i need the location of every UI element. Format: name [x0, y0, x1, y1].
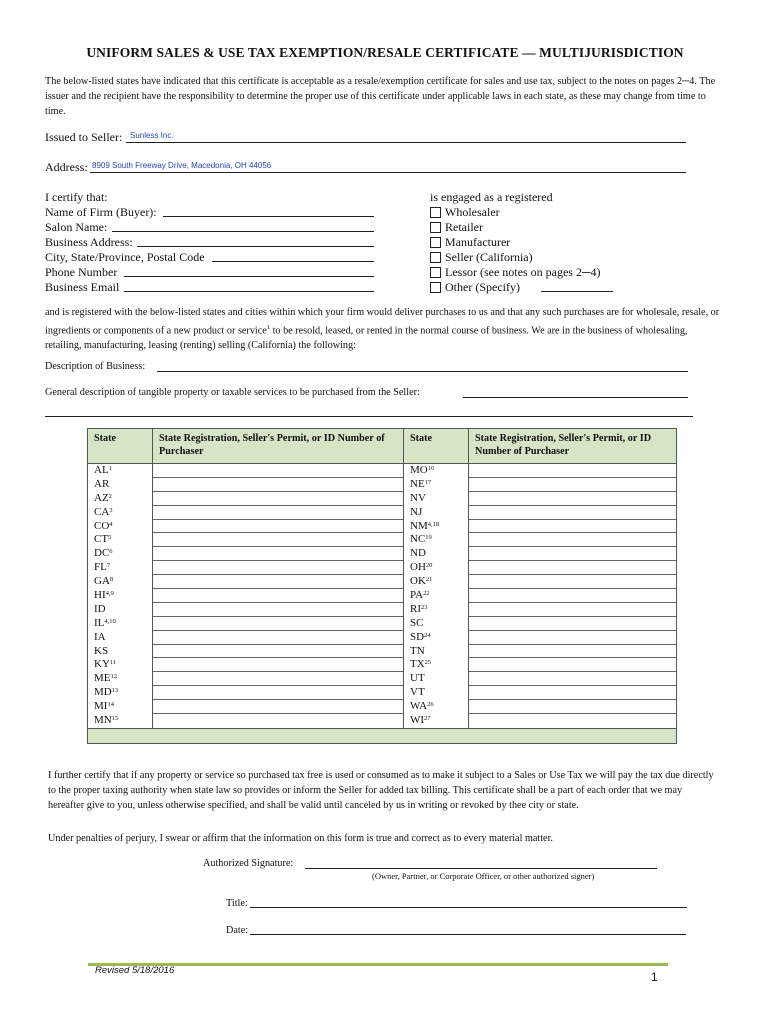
states-table [87, 428, 677, 744]
other-checkbox[interactable] [430, 282, 441, 293]
state-code: ME [94, 672, 111, 685]
state-footnote: 16 [427, 465, 435, 472]
state-footnote: 25 [424, 659, 432, 667]
retailer-label: Retailer [445, 220, 483, 234]
state-mn [88, 714, 152, 728]
registration-cell-tx[interactable] [469, 658, 676, 672]
other-specify-field[interactable] [541, 291, 613, 292]
lessor-checkbox[interactable] [430, 267, 441, 278]
title-field[interactable] [250, 907, 687, 908]
state-tn [404, 645, 468, 659]
state-ar [88, 478, 152, 492]
state-footnote: 3 [109, 506, 113, 514]
state-tx [404, 658, 468, 672]
registration-column-header-2: State Registration, Seller's Permit, or ID Number of Purchaser [469, 429, 677, 464]
state-footnote: 4,18 [427, 520, 440, 528]
other-label: Other (Specify) [445, 280, 520, 294]
registration-cell-sc[interactable] [469, 617, 676, 631]
registration-cell-az[interactable] [153, 492, 403, 506]
state-dc [88, 547, 152, 561]
state-footnote: 26 [427, 701, 434, 709]
state-code: AR [94, 477, 110, 490]
state-footnote: 4,10 [104, 617, 116, 625]
state-wi [404, 714, 468, 728]
state-oh [404, 561, 468, 575]
registration-cell-ga[interactable] [153, 575, 403, 589]
intro-paragraph: The below-listed states have indicated that this certificate is acceptable as a resale/exemption certificate for sales and use tax, subject to the notes on pages 2─4. The issuer and the recipient have the responsibility to determine the proper use of this certificate under applicable laws in each state, as these may change from time to time. [45, 76, 716, 117]
state-footnote: 4 [109, 520, 113, 528]
retailer-checkbox[interactable] [430, 222, 441, 233]
registration-cell-sd[interactable] [469, 631, 676, 645]
state-code: ND [410, 547, 426, 560]
manufacturer-label: Manufacturer [445, 235, 511, 249]
email-field[interactable] [124, 291, 374, 292]
registration-cell-tn[interactable] [469, 645, 676, 659]
state-code: MN [94, 714, 112, 727]
state-footnote: 7 [106, 562, 111, 570]
seller-label: Issued to Seller: [45, 130, 123, 144]
state-al [88, 464, 152, 478]
right-state-list [404, 464, 469, 729]
wholesaler-checkbox[interactable] [430, 207, 441, 218]
state-nj [404, 506, 468, 520]
state-code: AL [94, 464, 109, 476]
state-footnote: 24 [424, 631, 431, 639]
state-co [88, 520, 152, 534]
registration-cell-oh[interactable] [469, 561, 676, 575]
buyer-name-label: Name of Firm (Buyer): [45, 205, 157, 219]
general-description-field[interactable] [463, 397, 688, 398]
state-code: GA [94, 575, 110, 588]
description-field[interactable] [157, 371, 688, 372]
left-registration-cells[interactable] [153, 464, 404, 729]
registration-cell-ar[interactable] [153, 478, 403, 492]
registration-cell-vt[interactable] [469, 686, 676, 700]
address-field[interactable]: 8909 South Freeway Drive, Macedonia, OH 44056 [92, 161, 272, 170]
state-column-header: State [88, 429, 153, 464]
registration-cell-ct[interactable] [153, 533, 403, 547]
state-column-header-2: State [404, 429, 469, 464]
state-footnote: 17 [424, 478, 432, 486]
state-code: WA [410, 700, 428, 713]
registration-column-header: State Registration, Seller's Permit, or ID Number of Purchaser [153, 429, 404, 464]
state-footnote: 13 [111, 687, 119, 695]
registration-cell-nc[interactable] [469, 533, 676, 547]
state-code: DC [94, 547, 110, 560]
registration-cell-nm[interactable] [469, 520, 676, 534]
certify-block [45, 190, 205, 295]
general-description-label: General description of tangible property or taxable services to be purchased from the Seller: [45, 387, 420, 398]
state-code: NV [410, 491, 426, 504]
state-wa [404, 700, 468, 714]
business-address-label: Business Address: [45, 235, 133, 249]
state-code: FL [94, 561, 107, 574]
state-code: OH [410, 561, 426, 574]
signature-note: (Owner, Partner, or Corporate Officer, or other authorized signer) [372, 871, 595, 881]
registration-cell-mi[interactable] [153, 700, 403, 714]
state-pa [404, 589, 468, 603]
state-code: NE [410, 477, 425, 490]
registration-cell-ks[interactable] [153, 645, 403, 659]
salon-name-label: Salon Name: [45, 220, 108, 234]
state-nc [404, 533, 468, 547]
state-hi [88, 589, 152, 603]
state-ut [404, 672, 468, 686]
registration-heading: is engaged as a registered [430, 190, 553, 204]
registration-cell-ky[interactable] [153, 658, 403, 672]
state-footnote: 6 [109, 548, 113, 556]
seller-california-label: Seller (California) [445, 250, 533, 264]
city-state-label: City, State/Province, Postal Code [45, 250, 205, 264]
state-footnote: 8 [109, 576, 114, 584]
registration-cell-ut[interactable] [469, 672, 676, 686]
state-fl [88, 561, 152, 575]
registration-cell-al[interactable] [153, 464, 403, 478]
state-il [88, 617, 152, 631]
right-registration-cells[interactable] [469, 464, 677, 729]
registration-cell-hi[interactable] [153, 589, 403, 603]
state-ia [88, 631, 152, 645]
page-number: 1 [651, 970, 658, 984]
state-az [88, 492, 152, 506]
state-nm [404, 520, 468, 534]
registration-cell-dc[interactable] [153, 547, 403, 561]
general-description-field-2[interactable] [45, 416, 693, 417]
state-footnote: 19 [425, 534, 432, 542]
left-state-list [88, 464, 153, 729]
date-field[interactable] [250, 934, 686, 935]
state-code: HI [94, 589, 106, 602]
state-code: NC [410, 533, 426, 546]
state-ky [88, 658, 152, 672]
phone-field[interactable] [124, 276, 374, 277]
city-state-field[interactable] [212, 261, 374, 262]
state-code: SC [410, 616, 424, 629]
state-sc [404, 617, 468, 631]
state-footnote: 23 [421, 603, 428, 611]
state-footnote: 21 [425, 576, 433, 584]
address-label: Address: [45, 160, 88, 174]
state-code: MD [94, 686, 112, 699]
footnote-marker: 1 [266, 324, 271, 331]
registration-cell-md[interactable] [153, 686, 403, 700]
state-ok [404, 575, 468, 589]
registration-cell-co[interactable] [153, 520, 403, 534]
registration-cell-ri[interactable] [469, 603, 676, 617]
state-code: VT [410, 686, 425, 699]
certification-paragraph: I further certify that if any property or service so purchased tax free is used or consumed as to make it subject to a Sales or Use Tax we will pay the tax due directly to the proper taxing authority when state law so provides or inform the Seller for added tax billing. This certificate shall be a part of each order that we may hereafter give to you, unless otherwise specified, and shall be valid until canceled by us in writing or revoked by thee city or state. [48, 770, 714, 811]
registration-cell-id[interactable] [153, 603, 403, 617]
state-me [88, 672, 152, 686]
address-line [90, 172, 686, 173]
seller-line [126, 142, 686, 143]
state-code: OK [410, 575, 426, 588]
page-title: UNIFORM SALES & USE TAX EXEMPTION/RESALE CERTIFICATE — MULTIJURISDICTION [86, 45, 684, 60]
manufacturer-checkbox[interactable] [430, 237, 441, 248]
state-code: NJ [410, 505, 423, 518]
state-footnote: 27 [424, 715, 431, 723]
state-footnote: 1 [108, 465, 112, 472]
state-ks [88, 645, 152, 659]
state-footnote: 11 [109, 659, 117, 667]
date-label: Date: [226, 925, 249, 936]
registration-cell-ca[interactable] [153, 506, 403, 520]
state-code: AZ [94, 491, 109, 504]
registration-cell-nd[interactable] [469, 547, 676, 561]
registration-cell-ne[interactable] [469, 478, 676, 492]
state-code: KY [94, 658, 110, 671]
seller-field[interactable]: Sunless Inc. [130, 131, 174, 140]
registration-cell-wa[interactable] [469, 700, 676, 714]
email-label: Business Email [45, 280, 120, 294]
state-mo [404, 464, 468, 478]
state-code: CT [94, 533, 109, 546]
state-code: CO [94, 519, 110, 532]
registration-cell-nj[interactable] [469, 506, 676, 520]
state-code: TX [410, 658, 425, 671]
registration-type-block [430, 190, 600, 295]
state-code: TN [410, 644, 425, 657]
registration-cell-mn[interactable] [153, 714, 403, 728]
state-nd [404, 547, 468, 561]
buyer-name-field[interactable] [163, 216, 374, 217]
state-footnote: 5 [108, 534, 112, 542]
state-ct [88, 533, 152, 547]
signature-label: Authorized Signature: [203, 858, 294, 869]
registration-cell-ok[interactable] [469, 575, 676, 589]
registration-cell-me[interactable] [153, 672, 403, 686]
state-sd [404, 631, 468, 645]
certify-heading: I certify that: [45, 190, 108, 204]
state-footnote: 20 [425, 562, 433, 570]
registration-cell-fl[interactable] [153, 561, 403, 575]
description-label: Description of Business: [45, 361, 146, 372]
state-code: UT [410, 672, 425, 685]
state-code: RI [410, 602, 421, 615]
state-code: IL [94, 616, 105, 629]
state-code: NM [410, 519, 428, 532]
state-footnote: 12 [110, 673, 117, 681]
state-footnote: 22 [423, 590, 430, 598]
state-code: KS [94, 644, 109, 657]
registration-cell-pa[interactable] [469, 589, 676, 603]
state-code: WI [410, 714, 425, 727]
seller-california-checkbox[interactable] [430, 252, 441, 263]
state-footnote: 14 [107, 701, 114, 709]
registration-cell-il[interactable] [153, 617, 403, 631]
state-code: CA [94, 505, 110, 518]
state-ca [88, 506, 152, 520]
state-code: MI [94, 700, 108, 713]
state-code: ID [94, 602, 106, 615]
state-ne [404, 478, 468, 492]
registration-cell-nv[interactable] [469, 492, 676, 506]
registration-cell-ia[interactable] [153, 631, 403, 645]
table-footer-bar [88, 728, 677, 743]
state-ga [88, 575, 152, 589]
registration-cell-wi[interactable] [469, 714, 676, 728]
signature-field[interactable] [305, 868, 657, 869]
registration-paragraph: and is registered with the below-listed states and cities within which your firm would deliver purchases to us and that any such purchases are for wholesale, resale, or ingredients or components of a new product or service$^1$ to be resold, leased, or rented in the normal course of business. We are in the business of wholesaling, retailing, manufacturing, leasing (renting) selling (California) the following: [45, 307, 720, 352]
revised-date: Revised 5/18/2016 [95, 965, 175, 976]
registration-cell-mo[interactable] [469, 464, 676, 478]
lessor-label: Lessor (see notes on pages 2─4) [445, 265, 601, 279]
state-vt [404, 686, 468, 700]
perjury-statement: Under penalties of perjury, I swear or affirm that the information on this form is true and correct as to every material matter. [48, 833, 553, 844]
salon-name-field[interactable] [112, 231, 374, 232]
wholesaler-label: Wholesaler [445, 205, 500, 219]
state-ri [404, 603, 468, 617]
state-footnote: 4,9 [105, 590, 114, 598]
state-code: MO [410, 464, 428, 476]
business-address-field[interactable] [137, 246, 374, 247]
footer-rule [88, 963, 668, 966]
state-code: PA [410, 589, 424, 602]
state-id [88, 603, 152, 617]
phone-label: Phone Number [45, 265, 118, 279]
state-footnote: 15 [111, 715, 119, 723]
state-nv [404, 492, 468, 506]
state-code: IA [94, 630, 106, 643]
title-label: Title: [226, 898, 248, 909]
state-footnote: 2 [108, 492, 112, 500]
state-mi [88, 700, 152, 714]
state-md [88, 686, 152, 700]
state-code: SD [410, 630, 425, 643]
